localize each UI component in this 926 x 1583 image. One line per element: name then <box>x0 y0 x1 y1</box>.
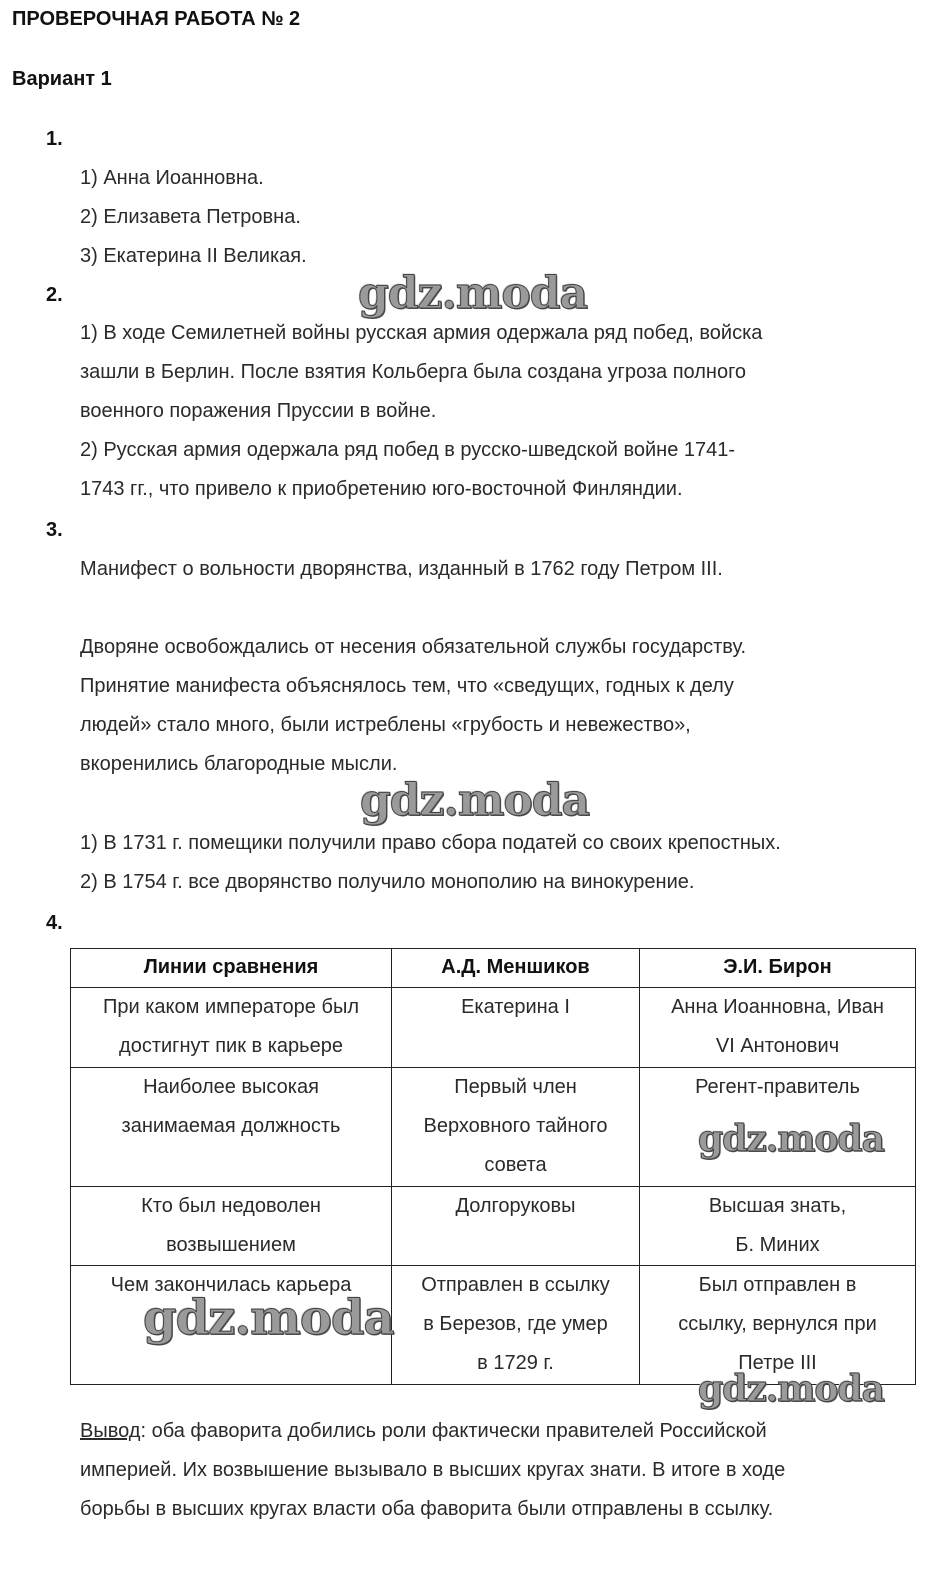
answer-item: 2) Елизавета Петровна. <box>80 206 301 228</box>
table-cell: Регент-правитель <box>640 1068 916 1187</box>
watermark: gdz.moda <box>698 1368 884 1410</box>
table-cell: Высшая знать, Б. Миних <box>640 1187 916 1266</box>
table-cell: Долгоруковы <box>392 1187 640 1266</box>
text-line: Принятие манифеста объяснялось тем, что «сведущих, годных к делу <box>80 675 734 697</box>
table-row <box>71 1187 916 1266</box>
table-row <box>71 988 916 1068</box>
text-line: военного поражения Пруссии в войне. <box>80 400 437 422</box>
table-cell: Был отправлен в ссылку, вернулся при Петре III <box>640 1266 916 1385</box>
text-line: 2) Русская армия одержала ряд побед в русско-шведской войне 1741- <box>80 439 736 461</box>
text-line: : оба фаворита добились роли фактически правителей Российской <box>140 1420 767 1442</box>
answer-item: 1) Анна Иоанновна. <box>80 167 264 189</box>
question-1-answers <box>80 159 307 276</box>
watermark: gdz.moda <box>698 1118 884 1160</box>
question-3-items <box>80 824 781 902</box>
text-line: Манифест о вольности дворянства, изданный в 1762 году Петром III. <box>80 558 723 580</box>
text-line: 2) В 1754 г. все дворянство получило монополию на винокурение. <box>80 871 695 893</box>
table-header-row <box>71 949 916 988</box>
column-header: А.Д. Меншиков <box>392 949 640 988</box>
text-line: вкоренились благородные мысли. <box>80 753 398 775</box>
text-line: Дворяне освобождались от несения обязательной службы государству. <box>80 636 747 658</box>
table-cell: Наиболее высокая занимаемая должность <box>71 1068 392 1187</box>
text-line: 1) В ходе Семилетней войны русская армия одержала ряд побед, войска <box>80 322 763 344</box>
table-cell: Анна Иоанновна, Иван VI Антонович <box>640 988 916 1068</box>
text-line: людей» стало много, были истреблены «грубость и невежество», <box>80 714 691 736</box>
table-cell: Чем закончилась карьера <box>71 1266 392 1385</box>
text-line: борьбы в высших кругах власти оба фаворита были отправлены в ссылку. <box>80 1498 774 1520</box>
text-line: 1) В 1731 г. помещики получили право сбора податей со своих крепостных. <box>80 832 781 854</box>
question-1-number: 1. <box>46 128 63 150</box>
page-title: ПРОВЕРОЧНАЯ РАБОТА № 2 <box>12 8 301 30</box>
conclusion <box>80 1412 785 1529</box>
table-cell: Екатерина I <box>392 988 640 1068</box>
question-3-number: 3. <box>46 519 63 541</box>
text-line: 1743 гг., что привело к приобретению юго-восточной Финляндии. <box>80 478 683 500</box>
table-cell: Первый член Верховного тайного совета <box>392 1068 640 1187</box>
text-line: зашли в Берлин. После взятия Кольберга была создана угроза полного <box>80 361 747 383</box>
table-cell: Кто был недоволен возвышением <box>71 1187 392 1266</box>
watermark: gdz.moda <box>143 1290 394 1346</box>
question-4-number: 4. <box>46 912 63 934</box>
column-header: Э.И. Бирон <box>640 949 916 988</box>
question-3-manifest <box>80 550 723 589</box>
conclusion-label: Вывод <box>80 1420 141 1442</box>
table-cell: Отправлен в ссылку в Березов, где умер в 1729 г. <box>392 1266 640 1385</box>
question-2-answer <box>80 314 762 509</box>
question-3-explanation <box>80 628 746 784</box>
text-line: империей. Их возвышение вызывало в высших кругах знати. В итоге в ходе <box>80 1459 786 1481</box>
question-2-number: 2. <box>46 284 63 306</box>
watermark: gdz.moda <box>358 268 588 319</box>
variant-heading: Вариант 1 <box>12 68 112 90</box>
column-header: Линии сравнения <box>71 949 392 988</box>
table-cell: При каком императоре был достигнут пик в карьере <box>71 988 392 1068</box>
answer-item: 3) Екатерина II Великая. <box>80 245 307 267</box>
watermark: gdz.moda <box>360 775 590 826</box>
